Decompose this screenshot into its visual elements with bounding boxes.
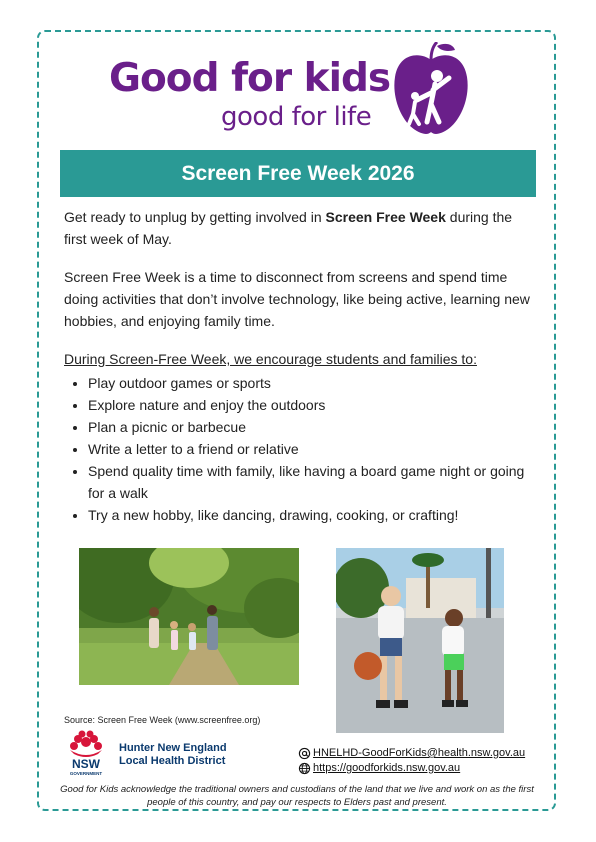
family-walk-photo (79, 548, 299, 685)
list-item: • Try a new hobby, like dancing, drawing, cooking, or crafting! (88, 504, 534, 526)
email-link[interactable]: HNELHD-GoodForKids@health.nsw.gov.au (313, 747, 526, 759)
list-item: • Plan a picnic or barbecue (88, 416, 534, 438)
website-row (298, 761, 525, 776)
list-item: • Write a letter to a friend or relative (88, 438, 534, 460)
activity-list (64, 372, 534, 526)
apple-logo-icon (391, 42, 471, 137)
logo-tagline: good for life (221, 102, 372, 132)
list-item: • Spend quality time with family, like having a board game night or going for a walk (88, 460, 534, 504)
main-content (64, 206, 534, 526)
intro-bold: Screen Free Week (325, 209, 446, 225)
activity-list-title: During Screen-Free Week, we encourage students and families to: (64, 351, 477, 367)
website-link[interactable]: https://goodforkids.nsw.gov.au (313, 762, 461, 774)
contact-info (298, 746, 525, 776)
logo-title: Good for kids (109, 56, 391, 101)
district-line-1: Hunter New England (119, 742, 227, 754)
list-item: • Play outdoor games or sports (88, 372, 534, 394)
page-title-banner (60, 150, 536, 197)
description-paragraph: Screen Free Week is a time to disconnect from screens and spend time doing activities that don’t involve technology, like being active, learning new hobbies, and enjoying family time. (64, 269, 530, 329)
nsw-logo-text: NSW (72, 757, 100, 771)
intro-text-start: Get ready to unplug by getting involved in (64, 209, 326, 225)
page-title: Screen Free Week 2026 (181, 161, 415, 185)
good-for-kids-logo (106, 42, 476, 142)
email-row (298, 746, 525, 761)
at-sign-icon (298, 747, 311, 760)
nsw-logo-subtext: GOVERNMENT (69, 771, 103, 776)
list-item: • Explore nature and enjoy the outdoors (88, 394, 534, 416)
district-line-2: Local Health District (119, 755, 226, 767)
kids-basketball-photo (336, 548, 504, 733)
photo-source: Source: Screen Free Week (www.screenfree.org) (64, 715, 261, 725)
intro-text-end: during the first week of May. (64, 209, 513, 247)
globe-icon (298, 762, 311, 775)
waratah-icon (70, 731, 102, 758)
acknowledgement-of-country: Good for Kids acknowledge the traditional owners and custodians of the land that we live and work on as the first people of this country, and pay our respects to Elders past and present. (60, 784, 534, 808)
health-district-name (119, 742, 227, 768)
intro-paragraph (64, 206, 534, 250)
nsw-government-logo (60, 730, 112, 776)
